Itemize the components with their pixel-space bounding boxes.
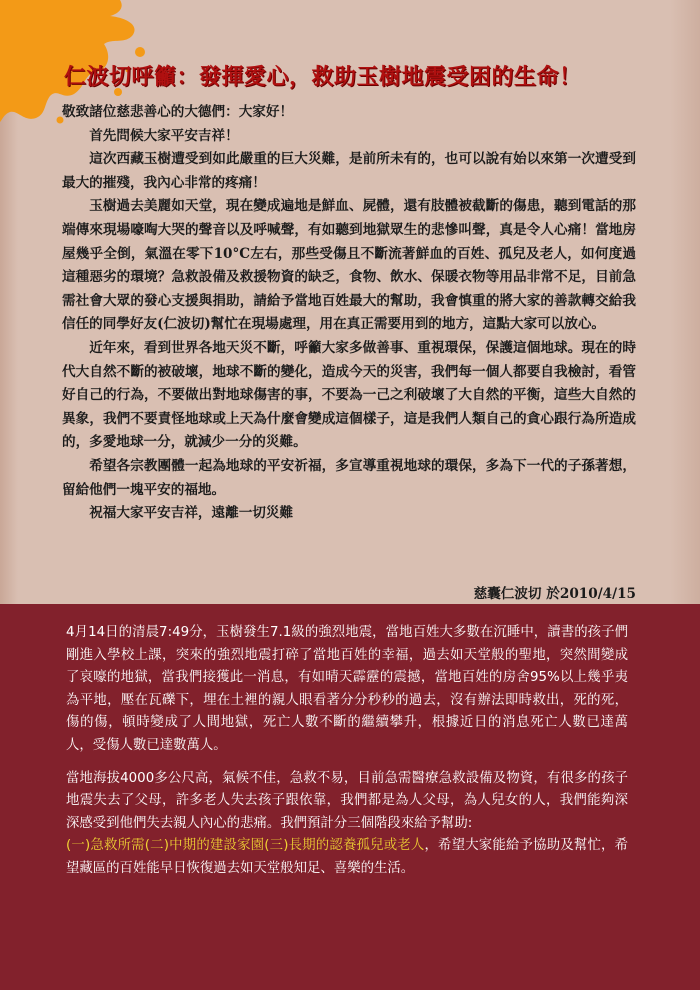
letter-greeting: 敬致諸位慈悲善心的大德們：大家好！: [62, 104, 294, 120]
info-paragraph-text: ，希望大家能給予協助及幫忙，希望藏區的百姓能早日恢復過去如天堂般知足、喜樂的生活。: [66, 838, 629, 876]
page-title: 仁波切呼籲：發揮愛心，救助玉樹地震受困的生命！: [64, 64, 582, 90]
letter-signature: 慈囊仁波切 於2010/4/15: [473, 586, 636, 602]
letter-paragraph: 這次西藏玉樹遭受到如此嚴重的巨大災難，是前所未有的，也可以說有始以來第一次遭受到最大的摧殘，我內心非常的疼痛！: [62, 151, 636, 191]
letter-body: [62, 101, 636, 526]
info-paragraph: 4月14日的清晨7:49分，玉樹發生7.1級的強烈地震，當地百姓大多數在沉睡中，讀書的孩子們剛進入學校上課，突來的強烈地震打碎了當地百姓的幸福，過去如天堂般的聖地，突然間變成了哀嚎的地獄，當我們接獲此一消息，有如晴天霹靂的震撼，當地百姓的房舍95%以上幾乎夷為平地，壓在瓦礫下，埋在土裡的親人眼看著分分秒秒的過去，沒有辦法即時救出，死的死，傷的傷，頓時變成了人間地獄，死亡人數不斷的繼續攀升，根據近日的消息死亡人數已達萬人，受傷人數已達數萬人。: [66, 625, 628, 753]
info-paragraph: [66, 768, 628, 881]
info-paragraph-text: 當地海拔4000多公尺高，氣候不佳，急救不易，目前急需醫療急救設備及物資，有很多的孩子地震失去了父母，許多老人失去孩子跟依靠，我們都是為人父母，為人兒女的人，我們能夠深深感受到他們失去親人內心的悲痛。我們預計分三個階段來給予幫助:: [66, 770, 628, 831]
aid-stages-highlight: (一)急救所需(二)中期的建設家園(三)長期的認養孤兒或老人: [66, 838, 425, 854]
letter-closing: 祝福大家平安吉祥，遠離一切災難: [89, 505, 294, 522]
letter-paragraph: 首先問候大家平安吉祥！: [89, 127, 239, 144]
letter-paragraph: 玉樹過去美麗如天堂，現在變成遍地是鮮血、屍體，還有肢體被截斷的傷患，聽到電話的那端傳來現場嚎啕大哭的聲音以及呼喊聲，有如聽到地獄眾生的悲慘叫聲，真是令人心痛！當地房屋幾乎全倒，氣溫在零下10°C左右，那些受傷且不斷流著鮮血的百姓、孤兒及老人，如何度過這種惡劣的環境？急救設備及救援物資的缺乏，食物、飲水、保暖衣物等用品非常不足，目前急需社會大眾的發心支援與捐助，請給予當地百姓最大的幫助，我會慎重的將大家的善款轉交給我信任的同學好友(仁波切)幫忙在現場處理，用在真正需要用到的地方，這點大家可以放心。: [62, 198, 636, 333]
info-box-content: [66, 622, 628, 891]
letter-paragraph: 希望各宗教團體一起為地球的平安祈福，多宣導重視地球的環保，多為下一代的子孫著想，留給他們一塊平安的福地。: [62, 457, 636, 498]
earthquake-info-box: [0, 604, 700, 990]
letter-paragraph: 近年來，看到世界各地天災不斷，呼籲大家多做善事、重視環保，保護這個地球。現在的時代大自然不斷的被破壞，地球不斷的變化，造成今天的災害，我們每一個人都要自我檢討，看管好自己的行為，不要做出對地球傷害的事，不要為一己之利破壞了大自然的平衡，這些大自然的異象，我們不要責怪地球或上天為什麼會變成這個樣子，這是我們人類自己的貪心跟行為所造成的，多愛地球一分，就減少一分的災難。: [62, 339, 636, 451]
